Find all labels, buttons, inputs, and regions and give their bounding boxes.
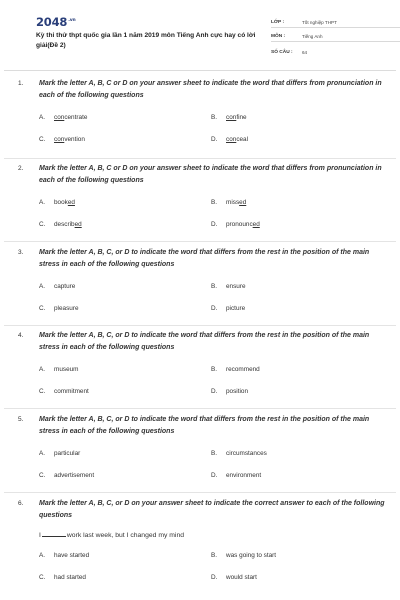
question-text: Mark the letter A, B, C, or D on your answer sheet to indicate the correct answer to each of the following questions xyxy=(39,500,385,519)
option-group xyxy=(39,113,386,163)
header-divider xyxy=(4,70,396,71)
meta-row-count xyxy=(271,42,400,57)
option-b[interactable]: B. was going to start xyxy=(211,552,277,559)
meta-label: MÔN : xyxy=(271,34,286,39)
option-c[interactable]: C. pleasure xyxy=(39,305,79,312)
question-text: Mark the letter A, B, C or D on your answer sheet to indicate the word that differs from pronunciation in each of the following questions xyxy=(39,80,382,99)
question-4 xyxy=(18,330,386,415)
option-d[interactable]: D. picture xyxy=(211,305,246,312)
question-divider xyxy=(4,325,396,326)
option-b[interactable]: B. ensure xyxy=(211,283,246,290)
question-number: 6. xyxy=(18,500,24,507)
question-number: 4. xyxy=(18,332,24,339)
question-stem: I work last week, but I changed my mind xyxy=(39,532,185,539)
question-number: 5. xyxy=(18,416,24,423)
question-number: 1. xyxy=(18,80,24,87)
site-logo[interactable]: $2048^{.vn}$ xyxy=(36,15,76,29)
meta-label: SỐ CÂU : xyxy=(271,49,293,55)
question-text: Mark the letter A, B, C, or D to indicate the word that differs from the rest in the position of the main stress in each of the following questions xyxy=(39,249,370,268)
option-a[interactable]: A. concentrate xyxy=(39,114,88,121)
question-3 xyxy=(18,247,386,332)
meta-row-subject xyxy=(271,28,400,43)
question-text: Mark the letter A, B, C, or D to indicate the word that differs from the rest in the position of the main stress in each of the following questions xyxy=(39,332,370,351)
option-d[interactable]: D. would start xyxy=(211,574,257,581)
meta-row-class xyxy=(271,13,400,28)
question-text: Mark the letter A, B, C or D on your answer sheet to indicate the word that differs from pronunciation in each of the following questions xyxy=(39,165,382,184)
option-b[interactable]: B. missed xyxy=(211,199,247,206)
question-number: 3. xyxy=(18,249,24,256)
meta-value: Tiếng Anh xyxy=(302,34,323,39)
option-c[interactable]: C. commitment xyxy=(39,388,89,395)
option-b[interactable]: B. circumstances xyxy=(211,450,267,457)
question-text: Mark the letter A, B, C, or D to indicate the word that differs from the rest in the position of the main stress in each of the following questions xyxy=(39,416,370,435)
question-1 xyxy=(18,78,386,163)
exam-meta xyxy=(271,13,400,57)
option-a[interactable]: A. capture xyxy=(39,283,76,290)
option-c[interactable]: C. described xyxy=(39,221,82,228)
question-divider xyxy=(4,408,396,409)
question-5 xyxy=(18,414,386,499)
page-header xyxy=(18,0,386,66)
option-b[interactable]: B. recommend xyxy=(211,366,260,373)
meta-label: LỚP : xyxy=(271,19,285,25)
question-divider xyxy=(4,241,396,242)
question-2 xyxy=(18,163,386,248)
option-d[interactable]: D. environment xyxy=(211,472,262,479)
question-divider xyxy=(4,158,396,159)
option-d[interactable]: D. pronounced xyxy=(211,221,260,228)
option-d[interactable]: D. position xyxy=(211,388,249,395)
option-a[interactable]: A. booked xyxy=(39,199,75,206)
option-group xyxy=(39,551,386,600)
option-c[interactable]: C. had started xyxy=(39,574,86,581)
document-title: Kỳ thi thử thpt quốc gia lần 1 năm 2019 môn Tiếng Anh cực hay có lời giải(Đề 2) xyxy=(36,32,256,49)
meta-value: 64 xyxy=(302,49,308,55)
answer-blank xyxy=(42,530,66,537)
option-b[interactable]: B. confine xyxy=(211,114,247,121)
question-divider xyxy=(4,492,396,493)
option-c[interactable]: C. advertisement xyxy=(39,472,95,479)
meta-value: Tốt nghiệp THPT xyxy=(302,19,337,25)
option-d[interactable]: D. conceal xyxy=(211,136,249,143)
option-a[interactable]: A. museum xyxy=(39,366,79,373)
question-number: 2. xyxy=(18,165,24,172)
question-6 xyxy=(18,498,386,600)
option-a[interactable]: A. particular xyxy=(39,450,81,457)
option-c[interactable]: C. convention xyxy=(39,136,85,143)
option-a[interactable]: A. have started xyxy=(39,552,90,559)
